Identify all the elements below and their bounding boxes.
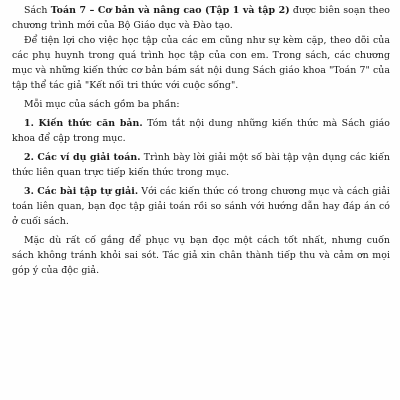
intro-text-start: Sách xyxy=(24,5,51,16)
paragraph-part-3 xyxy=(12,184,390,229)
purpose-text: Để tiện lợi cho việc học tập của các em cũng như sự kèm cặp, theo dõi của các phụ huynh trong quá trình học tập của con em. Trong sách, các chương mục và những kiến thức cơ bản bám sát nội dung Sách giáo khoa "Toán 7" của tập thể tác giả "Kết nối tri thức với cuộc sống". xyxy=(12,35,390,91)
paragraph-structure xyxy=(12,97,390,112)
part-2-text: Trình bày lời giải một số bài tập vận dụng các kiến thức liên quan trực tiếp kiến thức trong mục. xyxy=(12,152,391,178)
paragraph-intro xyxy=(12,3,390,33)
paragraph-part-2 xyxy=(12,150,390,180)
part-2-heading: 2. Các ví dụ giải toán. xyxy=(24,152,141,163)
paragraph-part-1 xyxy=(12,116,390,146)
structure-text: Mỗi mục của sách gồm ba phần: xyxy=(24,99,180,110)
paragraph-purpose xyxy=(12,33,390,93)
intro-text-end: được biên soạn theo chương trình mới của Bộ Giáo dục và Đào tạo. xyxy=(12,5,391,31)
part-1-text: Tóm tắt nội dung những kiến thức mà Sách giáo khoa để cập trong mục. xyxy=(12,118,390,144)
part-3-text: Với các kiến thức có trong chương mục và cách giải toán liên quan, bạn đọc tập giải toán rồi so sánh với hướng dẫn hay đáp án có ở cuối sách. xyxy=(12,186,390,227)
book-title: Toán 7 – Cơ bản và nâng cao (Tập 1 và tập 2) xyxy=(50,5,290,16)
part-1-heading: 1. Kiến thức căn bản. xyxy=(24,118,143,129)
document-body xyxy=(12,3,390,278)
closing-text: Mặc dù rất cố gắng để phục vụ bạn đọc một cách tốt nhất, nhưng cuốn sách không tránh khỏi sai sót. Tác giả xin chân thành tiếp thu và cảm ơn mọi góp ý của độc giả. xyxy=(12,235,390,276)
paragraph-closing xyxy=(12,233,390,278)
part-3-heading: 3. Các bài tập tự giải. xyxy=(24,186,139,197)
